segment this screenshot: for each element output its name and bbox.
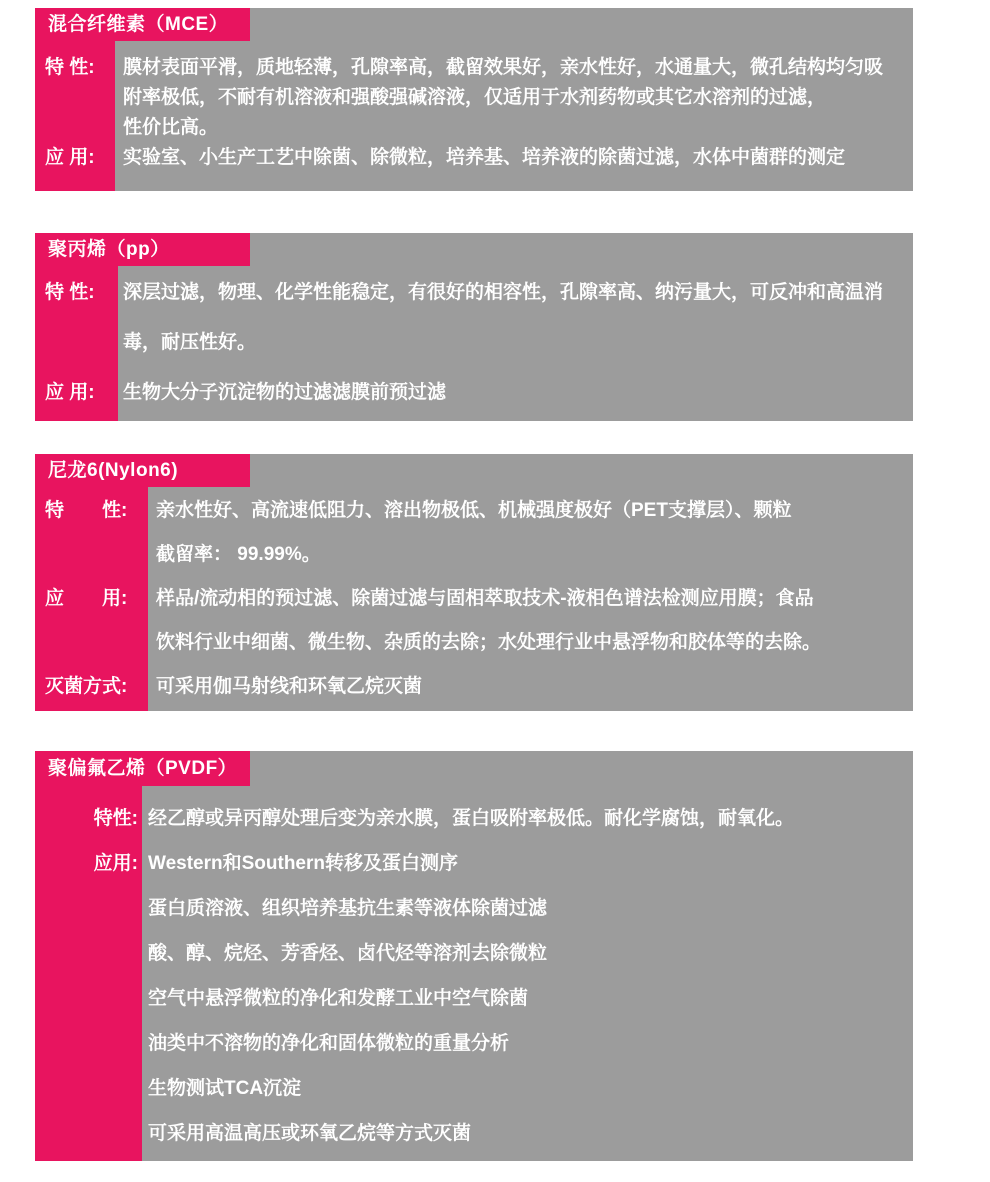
spec-text-line: 生物测试TCA沉淀 xyxy=(148,1078,302,1099)
spec-text-line: 蛋白质溶液、组织培养基抗生素等液体除菌过滤 xyxy=(148,898,548,919)
spec-text-line: 经乙醇或异丙醇处理后变为亲水膜，蛋白吸附率极低。耐化学腐蚀，耐氧化。 xyxy=(148,808,795,829)
spec-label: 灭菌方式: xyxy=(45,676,128,697)
spec-text-line: 深层过滤，物理、化学性能稳定，有很好的相容性，孔隙率高、纳污量大，可反冲和高温消 xyxy=(123,282,884,303)
spec-row xyxy=(35,796,913,841)
spec-text-line: 毒，耐压性好。 xyxy=(123,332,257,353)
spec-label: 应 用: xyxy=(45,382,95,403)
spec-rows xyxy=(35,41,913,191)
spec-text-line: Western和Southern转移及蛋白测序 xyxy=(148,853,459,874)
spec-text-line: 亲水性好、高流速低阻力、溶出物极低、机械强度极好（PET支撑层）、颗粒 xyxy=(156,500,792,521)
spec-row xyxy=(35,268,913,368)
spec-text-line: 可采用高温高压或环氧乙烷等方式灭菌 xyxy=(148,1123,472,1144)
spec-text-line: 可采用伽马射线和环氧乙烷灭菌 xyxy=(156,676,423,697)
spec-text-line: 生物大分子沉淀物的过滤滤膜前预过滤 xyxy=(123,382,447,403)
spec-content xyxy=(123,268,913,368)
spec-row xyxy=(35,665,913,709)
spec-content xyxy=(123,53,913,143)
spec-row xyxy=(35,577,913,665)
material-section-mce xyxy=(35,8,913,191)
spec-rows xyxy=(35,266,913,421)
spec-label: 应用: xyxy=(93,853,138,874)
section-title: 尼龙6(Nylon6) xyxy=(48,460,179,481)
spec-text-line: 实验室、小生产工艺中除菌、除微粒，培养基、培养液的除菌过滤，水体中菌群的测定 xyxy=(123,147,846,168)
section-title-tab xyxy=(35,751,250,786)
spec-rows xyxy=(35,487,913,711)
spec-content xyxy=(123,368,913,418)
spec-row xyxy=(35,53,913,143)
spec-text-line: 油类中不溶物的净化和固体微粒的重量分析 xyxy=(148,1033,510,1054)
section-title-tab xyxy=(35,233,250,266)
spec-content xyxy=(156,665,913,709)
spec-label: 应 用: xyxy=(45,588,128,609)
spec-text-line: 饮料行业中细菌、微生物、杂质的去除；水处理行业中悬浮物和胶体等的去除。 xyxy=(156,632,822,653)
material-section-pvdf xyxy=(35,751,913,1161)
spec-row xyxy=(35,368,913,418)
spec-content xyxy=(148,796,913,841)
spec-text-line: 样品/流动相的预过滤、除菌过滤与固相萃取技术-液相色谱法检测应用膜；食品 xyxy=(156,588,814,609)
spec-label: 应 用: xyxy=(45,147,95,168)
material-section-pp xyxy=(35,233,913,421)
spec-row xyxy=(35,143,913,173)
section-title-tab xyxy=(35,454,250,487)
spec-row xyxy=(35,489,913,577)
spec-text-line: 空气中悬浮微粒的净化和发酵工业中空气除菌 xyxy=(148,988,529,1009)
spec-label: 特 性: xyxy=(45,57,95,78)
spec-rows xyxy=(35,786,913,1161)
spec-content xyxy=(156,489,913,577)
spec-content xyxy=(156,577,913,665)
spec-text-line: 酸、醇、烷烃、芳香烃、卤代烃等溶剂去除微粒 xyxy=(148,943,548,964)
section-title: 聚偏氟乙烯（PVDF） xyxy=(48,758,238,779)
spec-label: 特 性: xyxy=(45,500,128,521)
material-section-nylon6 xyxy=(35,454,913,711)
spec-label: 特性: xyxy=(93,808,138,829)
spec-text-line: 性价比高。 xyxy=(123,117,219,138)
spec-row xyxy=(35,841,913,1156)
section-title: 聚丙烯（pp） xyxy=(48,239,170,260)
section-title: 混合纤维素（MCE） xyxy=(48,14,229,35)
spec-content xyxy=(123,143,913,173)
spec-text-line: 附率极低，不耐有机溶液和强酸强碱溶液，仅适用于水剂药物或其它水溶剂的过滤， xyxy=(123,87,827,108)
spec-text-line: 膜材表面平滑，质地轻薄，孔隙率高，截留效果好，亲水性好，水通量大，微孔结构均匀吸 xyxy=(123,57,884,78)
spec-label: 特 性: xyxy=(45,282,95,303)
spec-content xyxy=(148,841,913,1156)
spec-text-line: 截留率： 99.99%。 xyxy=(156,544,321,565)
section-title-tab xyxy=(35,8,250,41)
